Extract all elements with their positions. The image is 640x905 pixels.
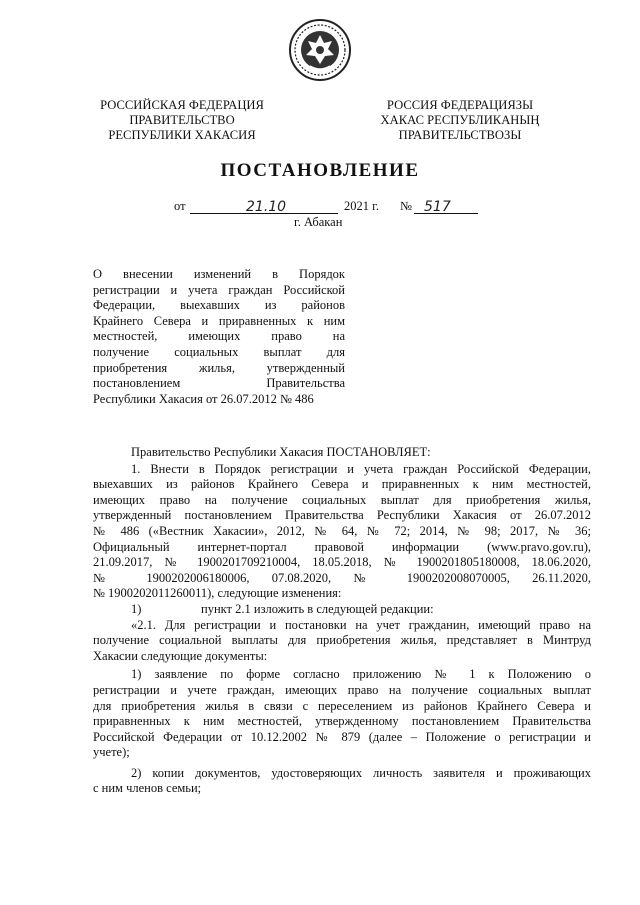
doc-item-line: Российской Федерации от 10.12.2002 № 879 (далее – Положение о регистрации и <box>93 729 591 744</box>
subject-line: Республики Хакасия от 26.07.2012 № 486 <box>93 391 314 406</box>
sub-item-text: пункт 2.1 изложить в следующей редакции: <box>201 601 434 616</box>
document-item-1 <box>93 667 591 761</box>
doc-item-line: 2) копии документов, удостоверяющих личность заявителя и проживающих <box>131 765 591 780</box>
item-1-line: утвержденный постановлением Правительства Республики Хакасия от 26.07.2012 <box>93 508 591 523</box>
date-prefix: от <box>174 199 186 213</box>
quote-line: Хакасии следующие документы: <box>93 648 268 663</box>
doc-item-line: для приобретения жилья в связи с переселением из районов Крайнего Севера и <box>93 698 591 713</box>
year-text: 2021 г. <box>344 199 379 213</box>
subject-line: О внесении изменений в Порядок <box>93 267 345 281</box>
quote-line: «2.1. Для регистрации и постановки на учет гражданин, имеющий право на <box>131 617 591 632</box>
quote-line: получение социальной выплаты для приобретения жилья, представляет в Минтруд <box>93 633 591 648</box>
item-1-line: Официальный интернет-портал правовой информации (www.pravo.gov.ru), <box>93 539 591 554</box>
subject-line: получение социальных выплат для <box>93 344 345 359</box>
item-1-line: имеющих право на получение социальных выплат для приобретения жилья, <box>93 492 591 507</box>
item-1-line: № 486 («Вестник Хакасии», 2012, № 64, № 72; 2014, № 98; 2017, № 36; <box>93 523 591 538</box>
quoted-clause <box>93 618 591 665</box>
document-body <box>93 445 591 797</box>
handwritten-date: 21.10 <box>246 199 287 215</box>
document-item-2 <box>93 766 591 797</box>
subject-line: Федерации, выехавших из районов <box>93 298 345 313</box>
doc-item-line: приравненных к ним местностей, утвержденному постановлением Правительства <box>93 714 591 729</box>
number-label: № <box>400 199 412 213</box>
item-1-line: № 1900202006180006, 07.08.2020, № 1900202008070005, 26.11.2020, <box>93 570 591 585</box>
document-title: ПОСТАНОВЛЕНИЕ <box>220 160 420 181</box>
header-left-block <box>86 98 278 143</box>
header-right-line: ПРАВИТЕЛЬСТВОЗЫ <box>398 128 522 142</box>
subject-line: постановлением Правительства <box>93 376 345 391</box>
doc-item-line: регистрации и учете граждан, имеющих право на получение социальных выплат <box>93 682 591 697</box>
header-left-line: РОССИЙСКАЯ ФЕДЕРАЦИЯ <box>100 98 264 112</box>
handwritten-number: 517 <box>424 199 451 215</box>
header-right-line: ХАКАС РЕСПУБЛИКАНЫҢ <box>380 113 540 127</box>
sub-item-1 <box>93 602 591 618</box>
item-1-line: 21.09.2017, № 1900201709210004, 18.05.2018, № 1900201805180008, 18.06.2020, <box>93 555 591 570</box>
doc-item-line: учете); <box>93 745 130 760</box>
coat-of-arms-emblem <box>288 18 352 82</box>
header-left-line: ПРАВИТЕЛЬСТВО <box>129 113 235 127</box>
header-right-block <box>362 98 558 143</box>
subject-line: регистрации и учета граждан Российской <box>93 282 345 297</box>
header-left-line: РЕСПУБЛИКИ ХАКАСИЯ <box>108 128 256 142</box>
number-underline <box>414 199 478 214</box>
header-right-line: РОССИЯ ФЕДЕРАЦИЯЗЫ <box>386 98 534 112</box>
item-1-line: 1. Внести в Порядок регистрации и учета граждан Российской Федерации, <box>131 461 591 476</box>
city-name: г. Абакан <box>294 215 343 229</box>
item-1-paragraph <box>93 462 591 602</box>
item-1-line: № 1900202011260011), следующие изменения: <box>93 586 342 601</box>
subject-line: Крайнего Севера и приравненных к ним <box>93 313 345 328</box>
date-underline <box>190 199 338 214</box>
resolution-intro: Правительство Республики Хакасия ПОСТАНОВЛЯЕТ: <box>131 445 431 459</box>
doc-item-line: 1) заявление по форме согласно приложению № 1 к Положению о <box>131 667 591 682</box>
subject-line: приобретения жилья, утвержденный <box>93 360 345 375</box>
item-1-line: выехавших из районов Крайнего Севера и приравненных к ним местностей, <box>93 477 591 492</box>
subject-block <box>93 267 345 407</box>
subject-line: местностей, имеющих право на <box>93 329 345 344</box>
sub-item-number: 1) <box>131 601 142 616</box>
doc-item-line: с ним членов семьи; <box>93 781 202 796</box>
